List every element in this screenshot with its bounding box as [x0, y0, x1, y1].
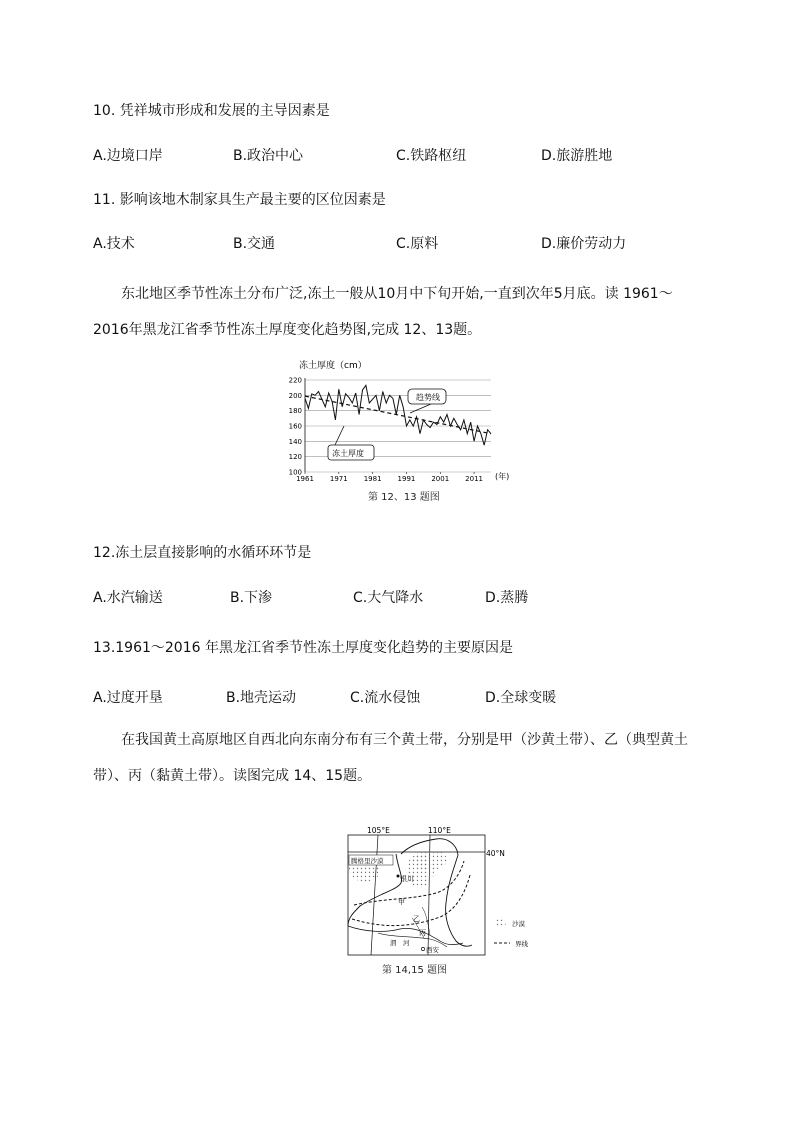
q10-option-a: A.边境口岸: [93, 148, 163, 164]
question-13-stem: 13.1961～2016 年黑龙江省季节性冻土厚度变化趋势的主要原因是: [93, 640, 513, 656]
frozen-soil-thickness-chart: [283, 356, 523, 486]
chart-x-axis-unit: (年): [495, 472, 510, 481]
lon-110-label: 110°E: [428, 826, 451, 835]
q11-option-d: D.廉价劳动力: [541, 236, 627, 252]
zone-yi-label: 乙: [413, 915, 420, 923]
passage-loess-plateau: 在我国黄土高原地区自西北向东南分布有三个黄土带，分别是甲（沙黄土带）、乙（典型黄土带）、丙（黏黄土带）。读图完成 14、15题。: [93, 732, 688, 784]
chart-x-tick-label: 1961: [296, 475, 314, 483]
q13-option-c: C.流水侵蚀: [350, 690, 421, 706]
passage-frozen-soil: 东北地区季节性冻土分布广泛,冻土一般从10月中下旬开始,一直到次年5月底。读 1961～2016年黑龙江省季节性冻土厚度变化趋势图,完成 12、13题。: [93, 286, 673, 338]
lat-40-label: 40°N: [486, 849, 505, 858]
chart-y-tick-label: 120: [288, 453, 302, 462]
legend-desert-label: 沙漠: [512, 920, 525, 928]
chart-y-tick-label: 200: [288, 391, 302, 400]
chart-x-tick-label: 1971: [329, 475, 348, 483]
q13-option-d: D.全球变暖: [485, 690, 557, 706]
q10-option-c: C.铁路枢纽: [396, 148, 467, 164]
chart-y-axis-label: 冻土厚度（cm）: [299, 361, 367, 371]
q12-option-c: C.大气降水: [353, 590, 424, 606]
xian-label: 西安: [426, 946, 439, 954]
lon-105-label: 105°E: [367, 826, 390, 835]
q13-option-a: A.过度开垦: [93, 690, 163, 706]
chart-x-tick-label: 1991: [397, 475, 416, 483]
yinchuan-label: 银川: [400, 875, 414, 883]
chart-y-tick-label: 160: [288, 422, 302, 431]
chart-y-tick-label: 180: [288, 407, 302, 416]
chart-x-tick-label: 1981: [363, 475, 382, 483]
map-frame: [348, 835, 485, 955]
question-11-stem: 11. 影响该地木制家具生产最主要的区位因素是: [93, 192, 386, 208]
figure-12-13-caption: 第 12、13 题图: [368, 492, 440, 503]
q11-option-c: C.原料: [396, 236, 439, 252]
zone-bing-label: 丙: [419, 929, 426, 937]
desert-area-3: [413, 850, 447, 870]
chart-y-tick-label: 140: [288, 437, 302, 446]
legend-desert-swatch: [494, 919, 506, 927]
q13-option-b: B.地壳运动: [226, 690, 297, 706]
figure-14-15-caption: 第 14,15 题图: [382, 965, 447, 976]
wei-river-label: 渭 河: [390, 939, 410, 947]
q12-option-b: B.下渗: [230, 590, 273, 606]
q10-option-d: D.旅游胜地: [541, 148, 613, 164]
trend-line-callout-label: 趋势线: [416, 393, 440, 402]
chart-x-tick-label: 2001: [431, 475, 450, 483]
zone-jia-label: 甲: [398, 898, 405, 906]
question-10-stem: 10. 凭祥城市形成和发展的主导因素是: [93, 103, 330, 119]
desert-name-label: 腾格里沙漠: [351, 857, 384, 865]
q10-option-b: B.政治中心: [233, 148, 304, 164]
question-12-stem: 12.冻土层直接影响的水循环环节是: [93, 545, 312, 561]
q12-option-d: D.蒸腾: [485, 590, 529, 606]
q11-option-a: A.技术: [93, 236, 135, 252]
legend-boundary-label: 界线: [515, 940, 528, 948]
chart-x-tick-label: 2011: [465, 475, 484, 483]
q11-option-b: B.交通: [233, 236, 276, 252]
thickness-callout-label: 冻土厚度: [332, 449, 364, 458]
chart-y-tick-label: 100: [288, 468, 302, 477]
loess-plateau-map: [340, 823, 540, 963]
chart-y-tick-label: 220: [288, 376, 302, 385]
trend-line: [305, 396, 491, 434]
q12-option-a: A.水汽输送: [93, 590, 163, 606]
